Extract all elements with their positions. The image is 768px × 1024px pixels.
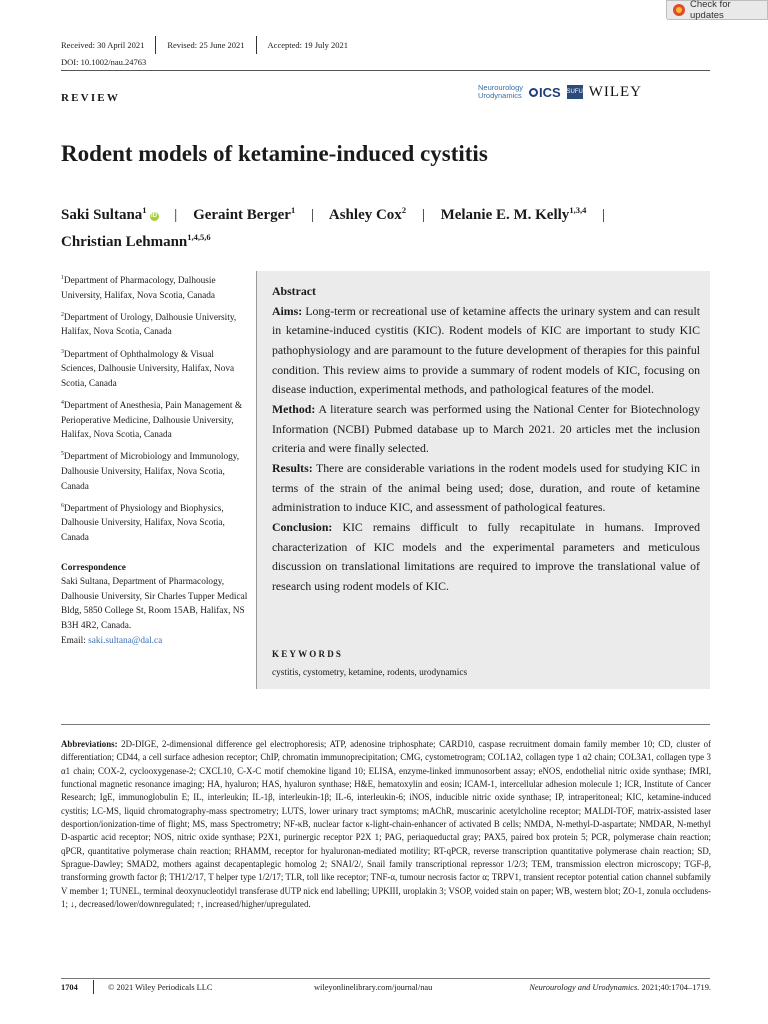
- abstract-text: [272, 282, 700, 597]
- author-list: Saki Sultana$^1$iD | Geraint Berger$^1$ | Ashley Cox$^2$ | Melanie E. M. Kelly$^{1,3,4}$ | Christian Lehmann$^{1,4,5,6}$: [61, 205, 606, 250]
- orcid-icon[interactable]: iD: [151, 213, 158, 219]
- author-name[interactable]: Geraint Berger$^1$: [193, 205, 296, 223]
- correspondence-heading: Correspondence: [61, 562, 126, 573]
- abstract-conclusion: Conclusion: KIC remains difficult to fully recapitulate in humans. Improved characterization of KIC models and the experimental parameters and meticulous discussion on translational limitations are required to improve the translational value of research using rodent models of KIC.: [272, 519, 700, 593]
- affiliation: $^1$Department of Pharmacology, Dalhousie University, Halifax, Nova Scotia, Canada: [61, 275, 216, 301]
- journal-citation: Neurourology and Urodynamics. 2021;40:1704–1719.: [529, 982, 711, 992]
- ics-circle-icon: [529, 88, 538, 97]
- abstract-results: Results: There are considerable variations in the rodent models used for studying KIC in terms of the strain of the animal being used; dose, duration, and route of ketamine administration to induce KIC, and assessment of pathological features.: [272, 460, 700, 515]
- keywords: cystitis, cystometry, ketamine, rodents, urodynamics: [272, 668, 468, 678]
- affiliation: $^2$Department of Urology, Dalhousie University, Halifax, Nova Scotia, Canada: [61, 311, 237, 338]
- date-divider: [155, 36, 156, 54]
- author-name[interactable]: Ashley Cox$^2$: [328, 205, 407, 223]
- keywords-heading: KEYWORDS: [272, 649, 344, 659]
- wiley-logo: WILEY: [588, 83, 643, 100]
- email-link[interactable]: saki.sultana@dal.ca: [88, 635, 163, 646]
- author-name[interactable]: Saki Sultana$^1$: [61, 205, 147, 223]
- accepted-date: Accepted: 19 July 2021: [267, 40, 349, 50]
- affiliations: [61, 271, 251, 653]
- header-rule: [61, 70, 710, 71]
- abstract-aims: Aims: Long-term or recreational use of ketamine affects the urinary system and can result in ketamine-induced cystitis (KIC). Rodent models of KIC are important to study KIC pathophysiology and are paramount to the future development of therapies for this painful condition. This review aims to provide a summary of rodent models of KIC, focusing on disease induction, experimental methods, and pathological features of the model.: [272, 303, 700, 397]
- abstract-box: [256, 271, 710, 689]
- author-name[interactable]: Christian Lehmann$^{1,4,5,6}$: [61, 232, 211, 250]
- sufu-logo: SUFU: [567, 85, 583, 99]
- ics-logo: ICS: [529, 85, 561, 100]
- author-name[interactable]: Melanie E. M. Kelly$^{1,3,4}$: [440, 205, 587, 223]
- copyright: © 2021 Wiley Periodicals LLC: [108, 982, 213, 992]
- doi[interactable]: DOI: 10.1002/nau.24763: [61, 57, 147, 67]
- section-label: REVIEW: [61, 92, 121, 104]
- abstract-heading: Abstract: [272, 284, 316, 298]
- received-date: Received: 30 April 2021: [61, 40, 145, 50]
- abbreviations: Abbreviations: 2D-DIGE, 2-dimensional difference gel electrophoresis; ATP, adenosine triphosphate; CARD10, caspase recruitment domain family member 10; CD, cluster of differentiation; CD44, a cell surface adhesion receptor; ChIP, chromatin immunoprecipitation; CMG, cystometrogram; COL1A2, collagen type 1 α2 chain; COL3A1, collagen type 3 α1 chain; COX-2, cyclooxygenase-2; CXCL10, C-X-C motif chemokine ligand 10; ELISA, enzyme-linked immunosorbent assay; eNOS, endothelial nitric oxide synthase; fMRI, functional magnetic resonance imaging; HA, hyaluron; HAS, hyaluron synthase; H&E, hematoxylin and eosin; ICAM-1, intercellular adhesion molecule 1; ICR, Institute of Cancer Research; IgE, immunoglobulin E; IL, interleukin; IL-1β, interleukin-1β; IL-6, interleukin-6; iNOS, inducible nitric oxide synthase; IP, intraperitoneal; KIC, ketamine-induced cystitis; LC-MS, liquid chromatography-mass spectrometry; LUTS, lower urinary tract symptoms; mAChR, muscarinic acetylcholine receptor; MALDI-TOF, matrix-assisted laser desportion/ionization-time of flight; MS, mass Spectrometry; NF-κB, nuclear factor κ-light-chain-enhancer of activated B cells; NMDA, N-methyl-D-aspartate; NMDAR, N-methyl D-aspartic acid receptor; NOS, nitric oxide synthase; P2X1, purinergic receptor P2X 1; PAG, periaqueductal gray; PAX5, paired box protein 5; PCR, polymerase chain reaction; qPCR, quantitative polymerase chain reaction; RHAMM, receptor for hyaluronan-mediated motility; RT-qPCR, reverse transcription quantitative polymerase chain reaction; SD, Sprague-Dawley; SMAD2, mothers against decapentaplegic homolog 2; SNAI/2/, Snail family transcriptional repressor 1/2/3; TEM, transmission electron microscopy; TGF-β, transforming growth factor β; TH1/2/17, T helper type 1/2/17; TLR, toll like receptor; TNF-α, tumour necrosis factor α; TRPV1, transient receptor potential cation channel subfamily V member 1; TUNEL, terminal deoxynucleotidyl transferase dUTP nick end labelling; UPKIII, uroplakin 3; VSOP, voided stain on paper; WB, western blot; ZO-1, zonula occludens-1; ↓, decreased/lower/downregulated; ↑, increased/higher/upregulated.: [61, 739, 712, 910]
- article-dates: [61, 38, 348, 52]
- affiliation: $^4$Department of Anesthesia, Pain Management & Perioperative Medicine, Dalhousie University, Halifax, Nova Scotia, Canada: [61, 399, 243, 441]
- check-for-updates-label: Check for updates: [689, 0, 731, 21]
- check-for-updates-button[interactable]: [666, 0, 768, 20]
- crossmark-icon: [673, 4, 685, 16]
- revised-date: Revised: 25 June 2021: [167, 40, 245, 50]
- date-divider: [256, 36, 257, 54]
- journal-logos: [478, 82, 642, 102]
- journal-url[interactable]: wileyonlinelibrary.com/journal/nau: [314, 982, 433, 992]
- abbreviations-rule: [61, 724, 710, 725]
- page-number: 1704: [61, 982, 78, 992]
- article-title: Rodent models of ketamine-induced cystitis: [61, 141, 488, 166]
- affiliation: $^5$Department of Microbiology and Immunology, Dalhousie University, Halifax, Nova Scotia, Canada: [61, 451, 240, 492]
- affiliation: $^3$Department of Ophthalmology & Visual Sciences, Dalhousie University, Halifax, Nova Scotia, Canada: [61, 348, 235, 389]
- footer-rule: [61, 978, 710, 979]
- affiliation: $^6$Department of Physiology and Biophysics, Dalhousie University, Halifax, Nova Scotia, Canada: [61, 502, 225, 543]
- page-footer: [61, 980, 711, 994]
- footer-divider: [93, 980, 94, 994]
- abstract-edge: [256, 271, 257, 689]
- abstract-method: Method: A literature search was performed using the National Center for Biotechnology Information (NCBI) Pubmed database up to March 2021. 20 articles met the inclusion criteria and were finally selected.: [272, 401, 700, 456]
- nu-logo: Neurourology Urodynamics: [478, 83, 524, 100]
- correspondence-body: Saki Sultana, Department of Pharmacology, Dalhousie University, Sir Charles Tupper Medical Bldg, 5850 College St, Room 15AB, Halifax, NS B3H 4R2, Canada. Email: saki.sultana@dal.ca: [61, 577, 248, 646]
